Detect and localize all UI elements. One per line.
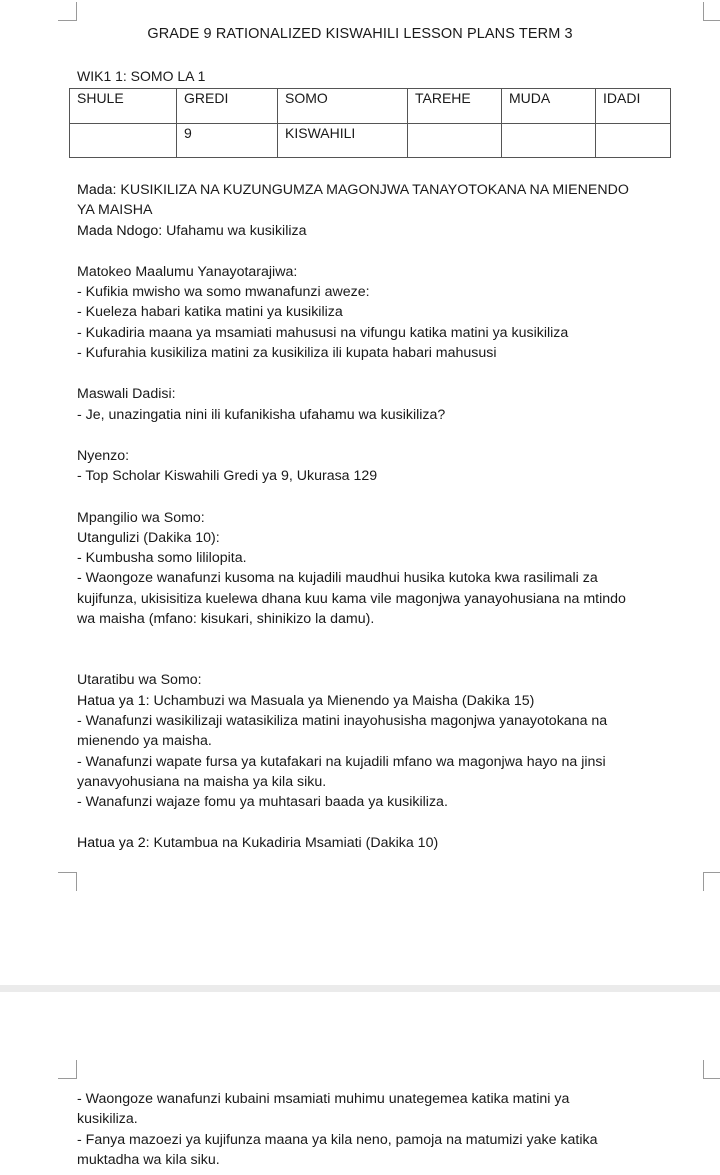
header-tarehe: TAREHE [408, 89, 502, 124]
maswali-item: - Je, unazingatia nini ili kufanikisha ufahamu wa kusikiliza? [77, 406, 446, 423]
mada-ndogo-text: Ufahamu wa kusikiliza [166, 222, 307, 239]
mada-ndogo-line [77, 221, 697, 241]
page-2-item: - Waongoze wanafunzi kubaini msamiati muhimu unategemea katika matini ya [77, 1091, 570, 1107]
mada-line-2: YA MAISHA [77, 202, 153, 219]
mada-label: Mada: [77, 182, 117, 198]
page-2-item: kusikiliza. [77, 1111, 138, 1128]
utaratibu-item: - Wanafunzi wapate fursa ya kutafakari na kujadili mfano wa magonjwa hayo na jinsi [77, 753, 606, 770]
mada-line [77, 180, 697, 200]
mada-text: KUSIKILIZA NA KUZUNGUMZA MAGONJWA TANAYOTOKANA NA MIENENDO [120, 182, 629, 198]
nyenzo-item: - Top Scholar Kiswahili Gredi ya 9, Ukurasa 129 [77, 468, 378, 485]
page-corner-mark [58, 1060, 77, 1079]
mpangilio-item: - Kumbusha somo lililopita. [77, 550, 247, 567]
hatua-2-text: Kutambua na Kukadiria Msamiati (Dakika 10) [153, 835, 439, 852]
page-corner-mark [58, 2, 77, 21]
page-corner-mark [703, 872, 720, 891]
utangulizi-heading: Utangulizi (Dakika 10): [77, 529, 220, 546]
mpangilio-item: wa maisha (mfano: kisukari, shinikizo la damu). [77, 611, 375, 628]
page-2-item: muktadha wa kila siku. [77, 1151, 220, 1168]
value-muda [502, 124, 596, 158]
utaratibu-heading: Utaratibu wa Somo: [77, 672, 202, 689]
table-value-row [70, 124, 671, 158]
mada-ndogo-label: Mada Ndogo: [77, 222, 163, 239]
page-separator [0, 985, 720, 992]
page-corner-mark [703, 1060, 720, 1079]
hatua-1-line [77, 691, 697, 711]
matokeo-item: - Kufikia mwisho wa somo mwanafunzi aweze: [77, 284, 370, 301]
utaratibu-item: - Wanafunzi wajaze fomu ya muhtasari baada ya kusikiliza. [77, 794, 448, 811]
value-gredi: 9 [177, 124, 278, 158]
utaratibu-item: - Wanafunzi wasikilizaji watasikiliza matini inayohusisha magonjwa yanayotokana na [77, 712, 608, 729]
hatua-2-line [77, 833, 697, 853]
page-corner-mark [703, 2, 720, 21]
page-2-item: - Fanya mazoezi ya kujifunza maana ya kila neno, pamoja na matumizi yake katika [77, 1131, 598, 1148]
header-muda: MUDA [502, 89, 596, 124]
utaratibu-item: mienendo ya maisha. [77, 733, 212, 750]
page-corner-mark [58, 872, 77, 891]
mpangilio-item: kujifunza, ukisisitiza kuelewa dhana kuu kama vile magonjwa yanayohusiana na mtindo [77, 590, 626, 607]
value-somo: KISWAHILI [278, 124, 408, 158]
matokeo-item: - Kueleza habari katika matini ya kusikiliza [77, 304, 343, 321]
hatua-2-label: Hatua ya 2: [77, 835, 150, 852]
utaratibu-item: yanavyohusiana na maisha ya kila siku. [77, 773, 327, 790]
header-idadi: IDADI [596, 89, 671, 124]
value-shule [70, 124, 177, 158]
value-tarehe [408, 124, 502, 158]
week-label: WIK1 1: SOMO LA 1 [77, 68, 206, 84]
table-header-row [70, 89, 671, 124]
mpangilio-heading: Mpangilio wa Somo: [77, 509, 205, 526]
header-somo: SOMO [278, 89, 408, 124]
hatua-1-text: Uchambuzi wa Masuala ya Mienendo ya Maisha (Dakika 15) [153, 692, 535, 709]
page-2 [0, 992, 720, 1175]
document-title: GRADE 9 RATIONALIZED KISWAHILI LESSON PLANS TERM 3 [147, 26, 573, 42]
header-gredi: GREDI [177, 89, 278, 124]
matokeo-item: - Kukadiria maana ya msamiati mahususi na vifungu katika matini ya kusikiliza [77, 324, 569, 341]
value-idadi [596, 124, 671, 158]
matokeo-item: - Kufurahia kusikiliza matini za kusikiliza ili kupata habari mahususi [77, 345, 497, 362]
hatua-1-label: Hatua ya 1: [77, 692, 150, 709]
matokeo-heading: Matokeo Maalumu Yanayotarajiwa: [77, 263, 298, 280]
maswali-heading: Maswali Dadisi: [77, 386, 176, 403]
lesson-body [77, 180, 697, 854]
header-shule: SHULE [70, 89, 177, 124]
mpangilio-item: - Waongoze wanafunzi kusoma na kujadili maudhui husika kutoka kwa rasilimali za [77, 570, 598, 587]
page-2-body [77, 1089, 697, 1170]
lesson-info-table [69, 88, 671, 158]
nyenzo-heading: Nyenzo: [77, 447, 130, 464]
